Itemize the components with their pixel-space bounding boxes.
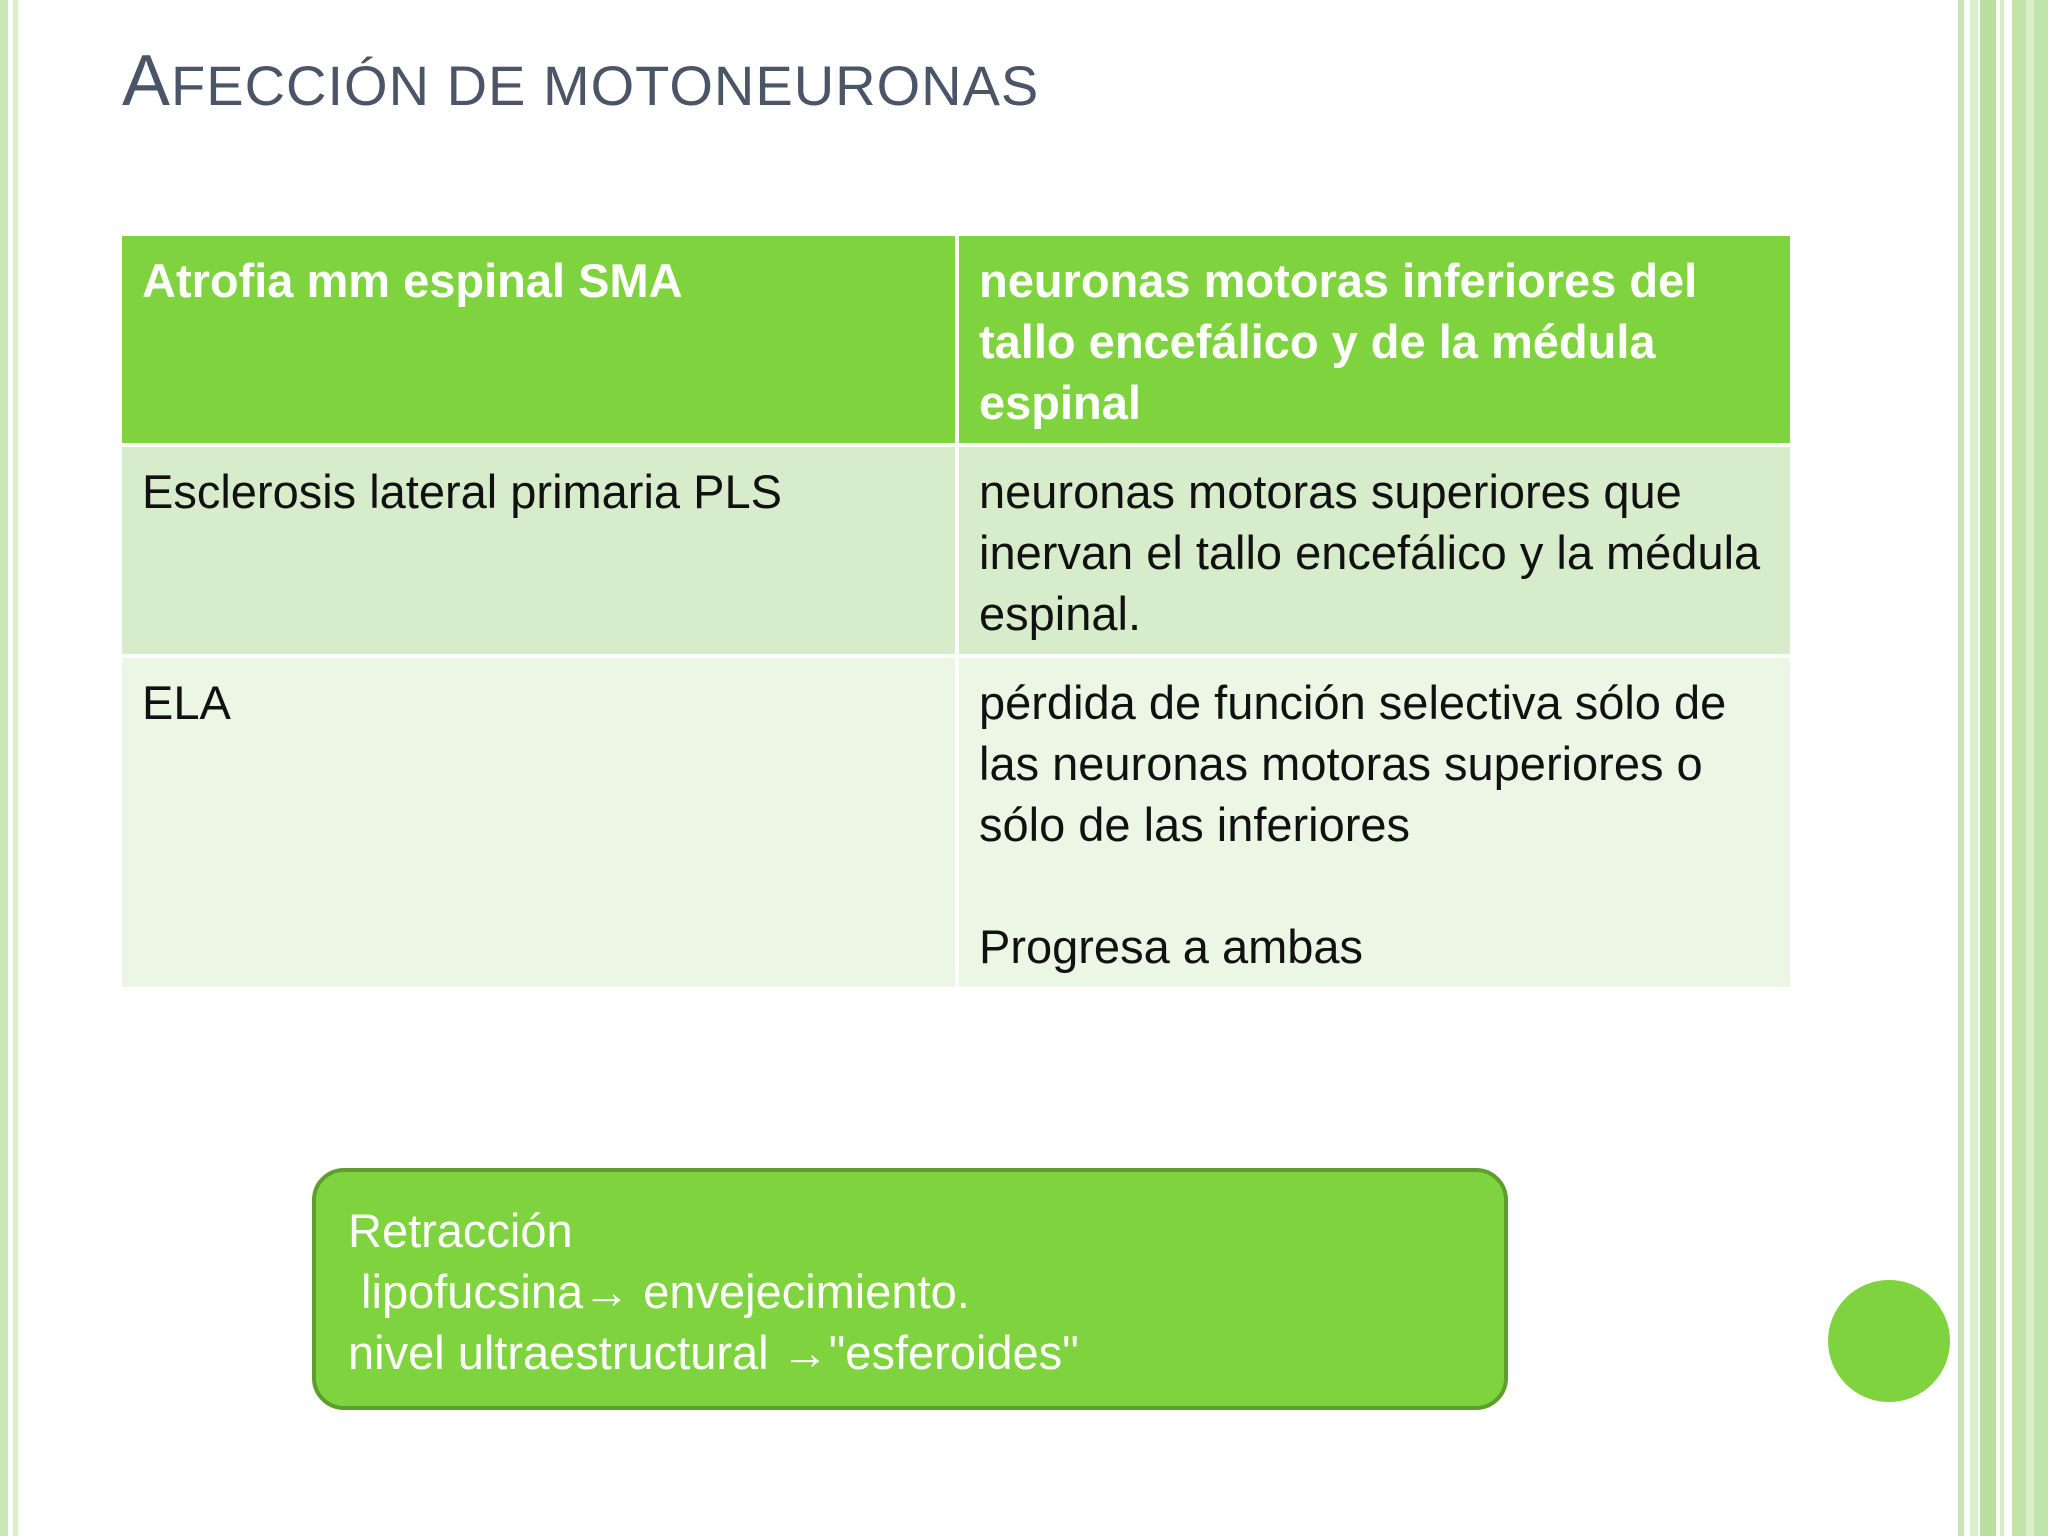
callout-line: lipofucsina→ envejecimiento. bbox=[348, 1265, 970, 1318]
callout-line: Retracción bbox=[348, 1204, 573, 1257]
right-border-stripe bbox=[1980, 0, 1996, 1536]
motoneuron-table bbox=[122, 236, 1794, 991]
right-border-stripe bbox=[2000, 0, 2004, 1536]
table-header-cell: Atrofia mm espinal SMA bbox=[122, 236, 957, 445]
decorative-circle bbox=[1828, 1280, 1950, 1402]
table-cell: neuronas motoras superiores que inervan el tallo encefálico y la médula espinal. bbox=[957, 445, 1792, 656]
left-border-stripe-thin bbox=[13, 0, 18, 1536]
paragraph-spacer bbox=[979, 855, 1770, 916]
slide-title-rest: FECCIÓN DE MOTONEURONAS bbox=[171, 54, 1040, 117]
table-cell: Esclerosis lateral primaria PLS bbox=[122, 445, 957, 656]
slide-title-initial: A bbox=[122, 41, 172, 121]
right-border-stripe bbox=[1958, 0, 1964, 1536]
table-row bbox=[122, 656, 1792, 989]
table-cell: ELA bbox=[122, 656, 957, 989]
callout-line: nivel ultraestructural →"esferoides" bbox=[348, 1326, 1079, 1379]
table-row bbox=[122, 445, 1792, 656]
table-header-cell: neuronas motoras inferiores del tallo encefálico y de la médula espinal bbox=[957, 236, 1792, 445]
right-border-stripe bbox=[1970, 0, 1978, 1536]
table-cell bbox=[957, 656, 1792, 989]
table-cell-paragraph: Progresa a ambas bbox=[979, 920, 1364, 973]
callout-box bbox=[312, 1168, 1508, 1410]
right-border-stripe bbox=[2026, 0, 2034, 1536]
slide-title bbox=[122, 40, 1039, 122]
left-border-stripe bbox=[0, 0, 8, 1536]
table-header-row bbox=[122, 236, 1792, 445]
table-cell-paragraph: pérdida de función selectiva sólo de las neuronas motoras superiores o sólo de las inferiores bbox=[979, 676, 1727, 851]
